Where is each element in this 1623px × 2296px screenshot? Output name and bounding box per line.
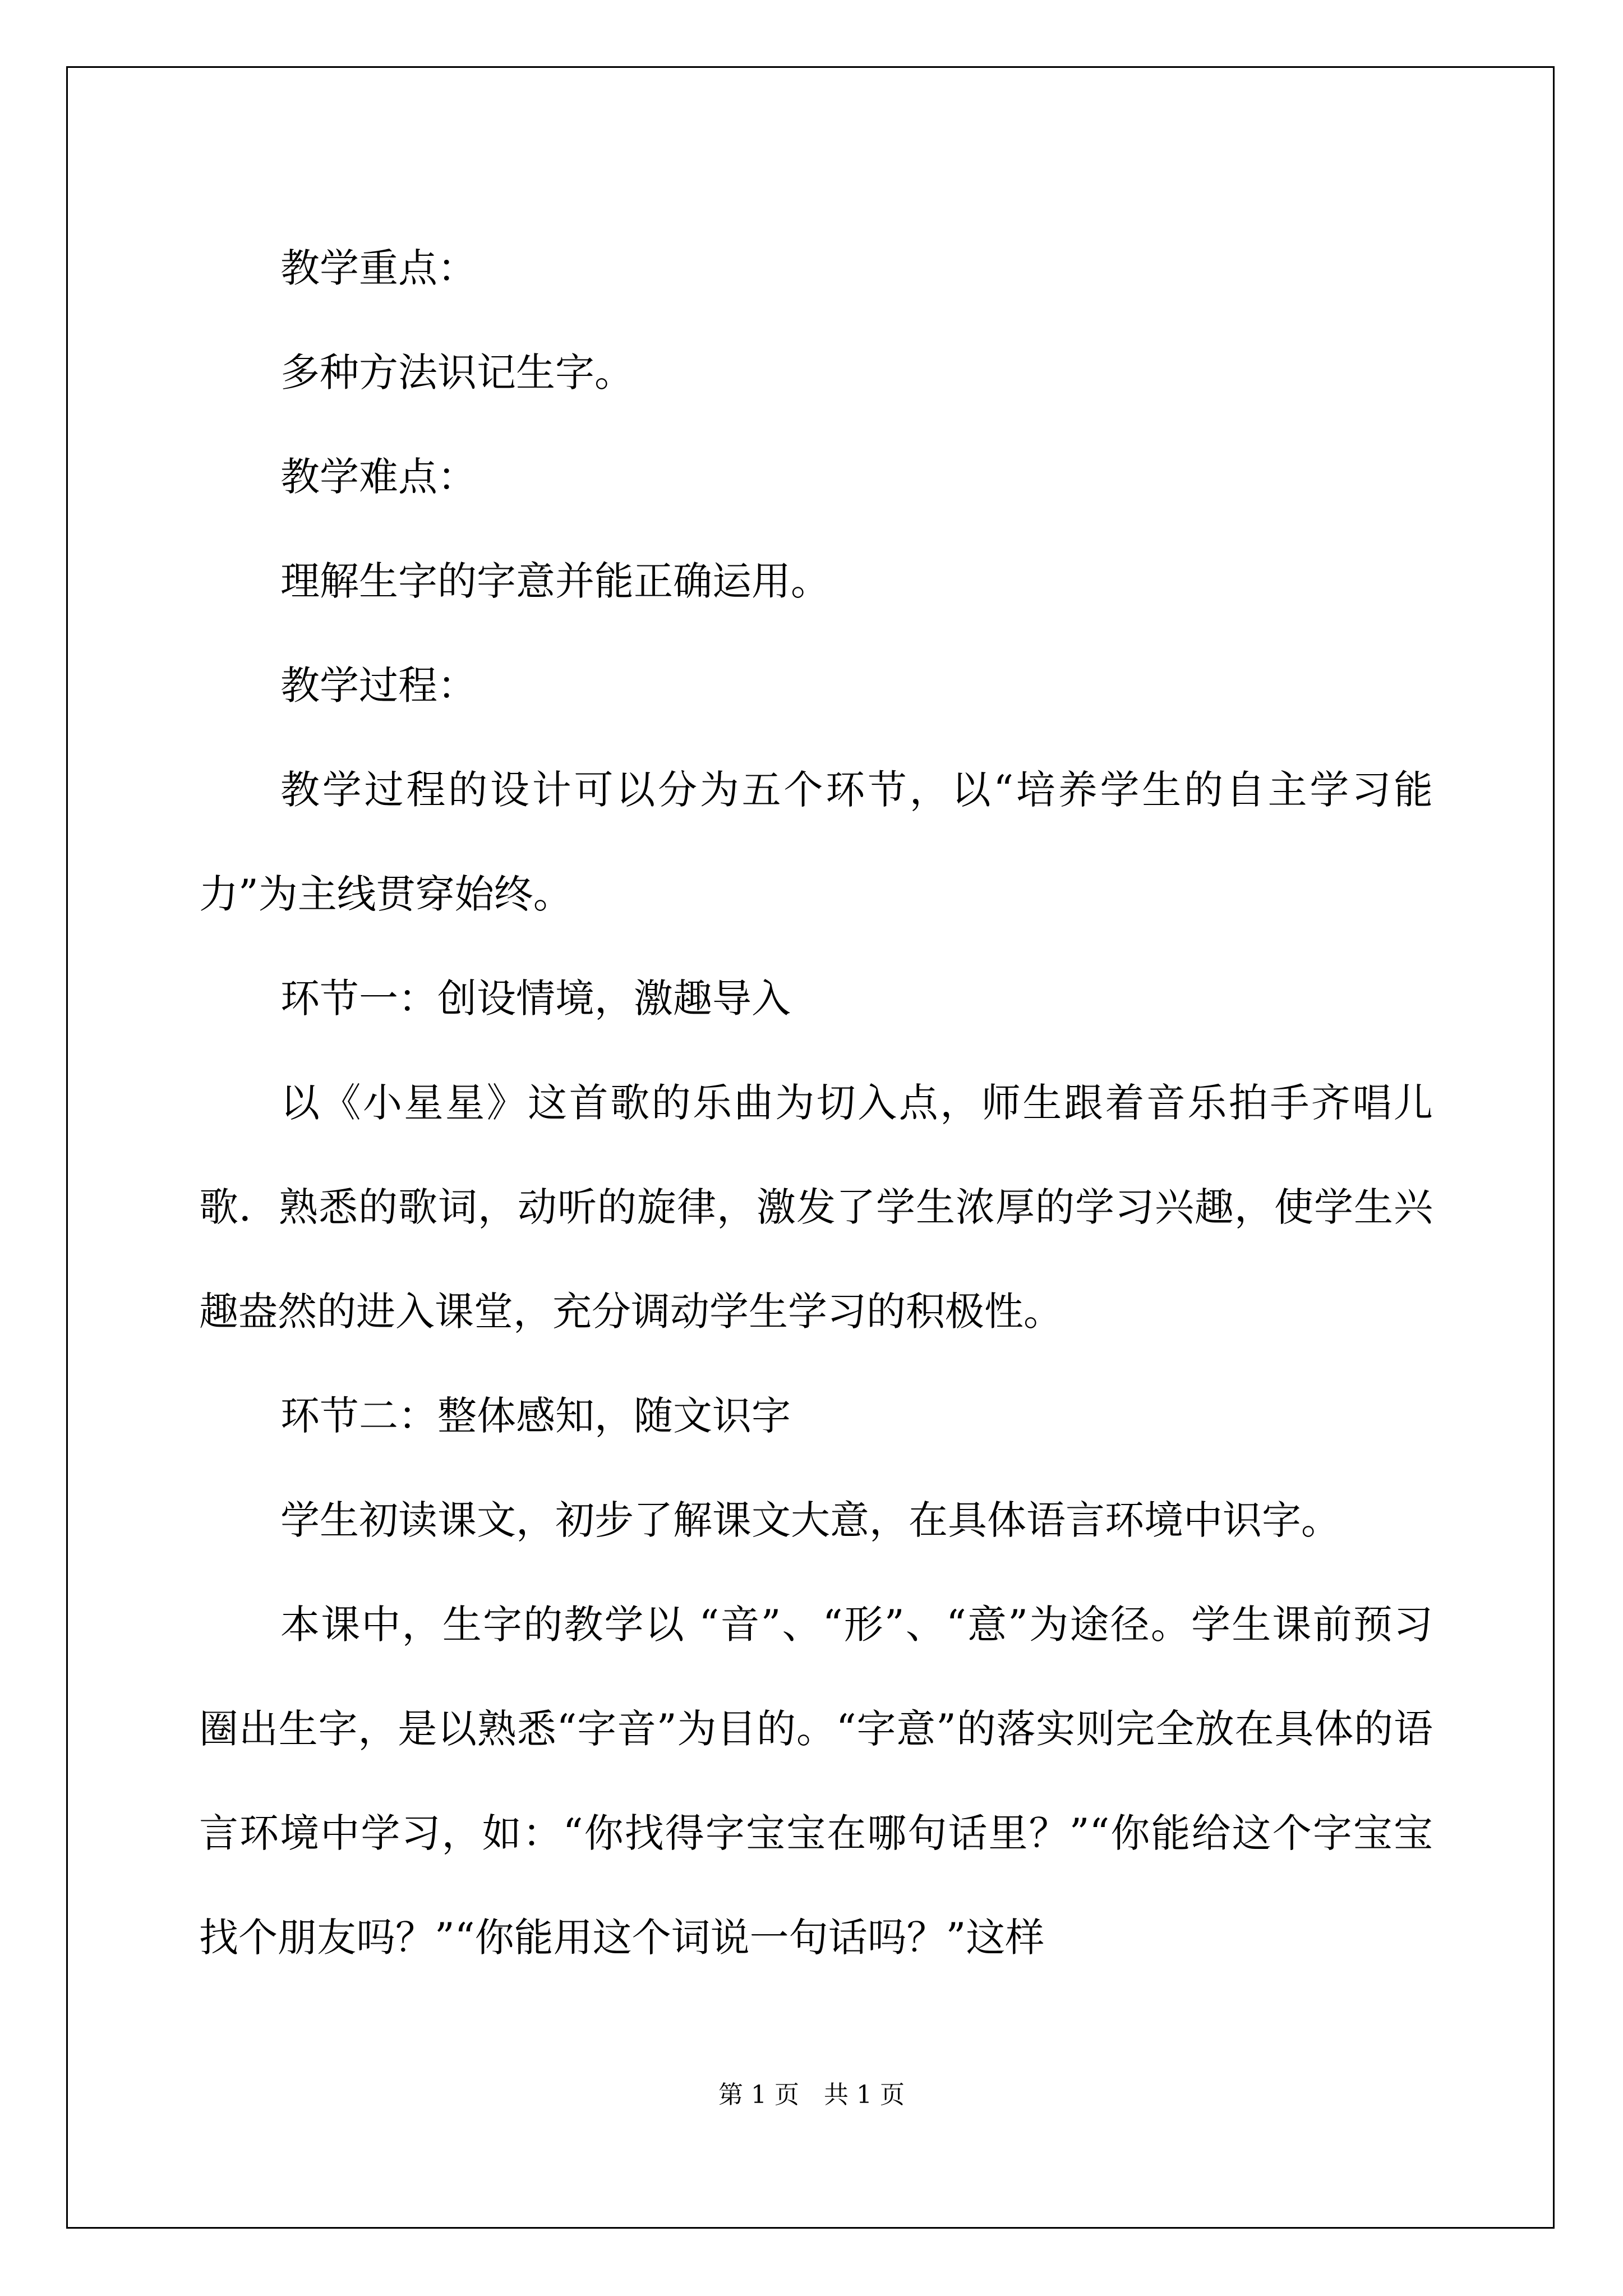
paragraph: 教学过程的设计可以分为五个环节，以“培养学生的自主学习能力”为主线贯穿始终。: [199, 767, 1433, 917]
paragraph: 以《小星星》这首歌的乐曲为切入点，师生跟着音乐拍手齐唱儿歌．熟悉的歌词，动听的旋律，激发了学生浓厚的学习兴趣，使学生兴趣盎然的进入课堂，充分调动学生学习的积极性。: [199, 1080, 1433, 1335]
paragraph: 本课中，生字的教学以 “音”、“形”、“意”为途径。学生课前预习圈出生字，是以熟悉“字音”为目的。“字意”的落实则完全放在具体的语言环境中学习，如：“你找得字宝宝在哪句话里？”“你能给这个字宝宝找个朋友吗？”“你能用这个词说一句话吗？”这样: [199, 1602, 1433, 1961]
page-footer: 第 1 页 共 1 页: [718, 2081, 905, 2109]
paragraph: 教学重点：: [280, 245, 477, 291]
document-body: [199, 216, 1433, 1990]
paragraph: 环节一：创设情境，激趣导入: [280, 976, 791, 1022]
paragraph: 教学过程：: [280, 662, 477, 708]
paragraph: 理解生字的字意并能正确运用。: [280, 558, 830, 604]
paragraph: 教学难点：: [280, 454, 477, 500]
paragraph: 环节二：整体感知，随文识字: [280, 1393, 791, 1439]
paragraph: 学生初读课文，初步了解课文大意，在具体语言环境中识字。: [280, 1497, 1340, 1543]
paragraph: 多种方法识记生字。: [280, 349, 634, 395]
